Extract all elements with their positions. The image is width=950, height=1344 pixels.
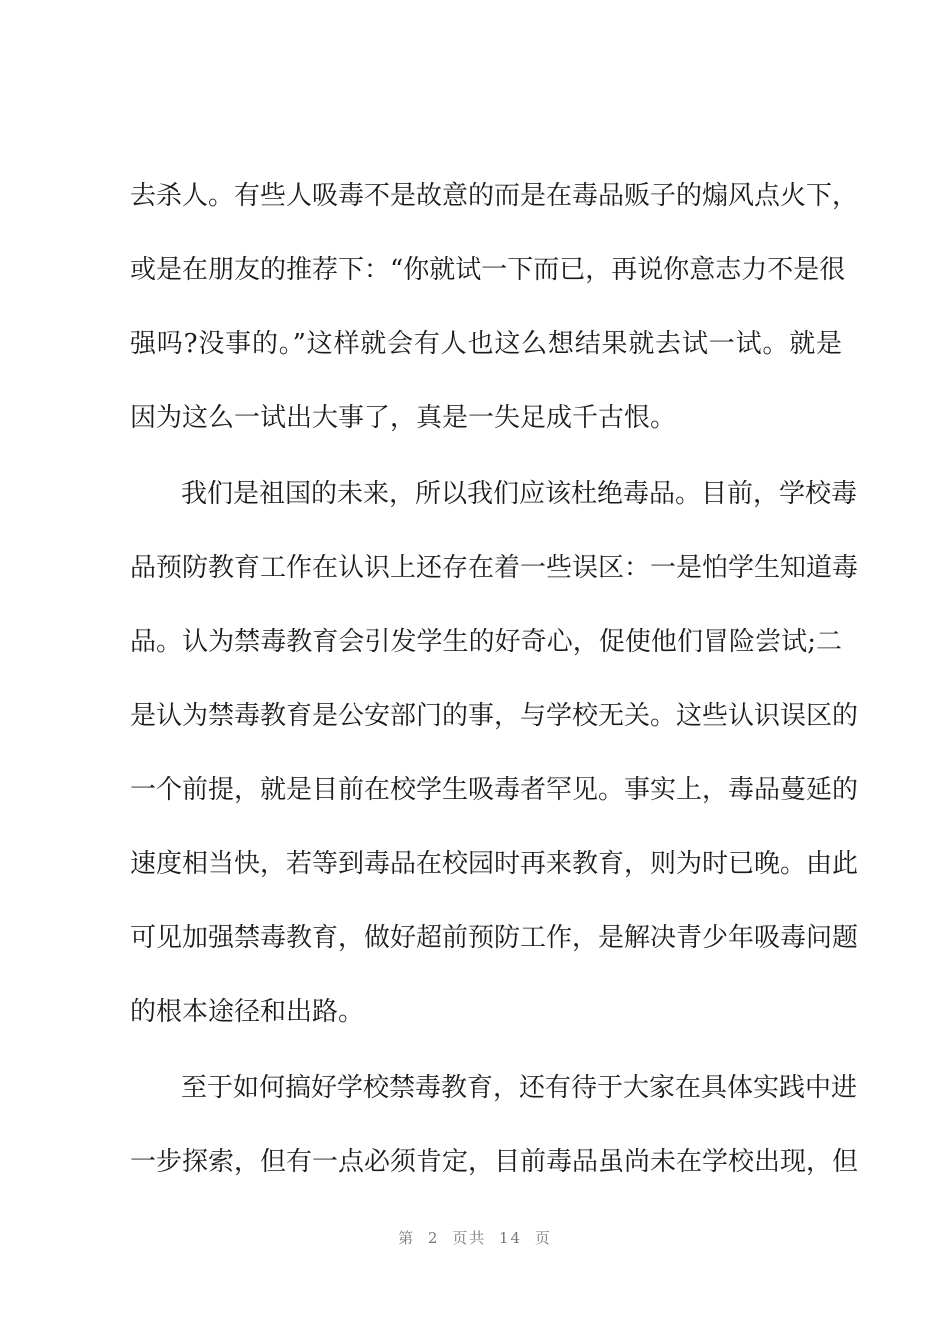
text-line: 我们是祖国的未来，所以我们应该杜绝毒品。目前，学校毒	[181, 479, 858, 509]
text-line: 可见加强禁毒教育，做好超前预防工作，是解决青少年吸毒问题	[130, 923, 859, 953]
text-line: 是认为禁毒教育是公安部门的事，与学校无关。这些认识误区的	[130, 701, 859, 731]
text-line: 品预防教育工作在认识上还存在着一些误区：一是怕学生知道毒	[130, 553, 859, 583]
text-line: 至于如何搞好学校禁毒教育，还有待于大家在具体实践中进	[181, 1073, 858, 1103]
text-line: 一步探索，但有一点必须肯定，目前毒品虽尚未在学校出现，但	[130, 1147, 859, 1177]
text-line: 或是在朋友的推荐下：“你就试一下而已，再说你意志力不是很	[130, 255, 846, 285]
text-line: 一个前提，就是目前在校学生吸毒者罕见。事实上，毒品蔓延的	[130, 775, 859, 805]
text-line: 品。认为禁毒教育会引发学生的好奇心，促使他们冒险尝试;二	[130, 627, 842, 657]
text-line: 的根本途径和出路。	[130, 997, 365, 1027]
text-line: 速度相当快，若等到毒品在校园时再来教育，则为时已晚。由此	[130, 849, 859, 879]
text-line: 强吗?没事的。”这样就会有人也这么想结果就去试一试。就是	[130, 329, 842, 359]
text-line: 因为这么一试出大事了，真是一失足成千古恨。	[130, 403, 677, 433]
page-number-footer: 第 2 页共 14 页	[398, 1229, 552, 1247]
text-line: 去杀人。有些人吸毒不是故意的而是在毒品贩子的煽风点火下，	[130, 181, 859, 211]
